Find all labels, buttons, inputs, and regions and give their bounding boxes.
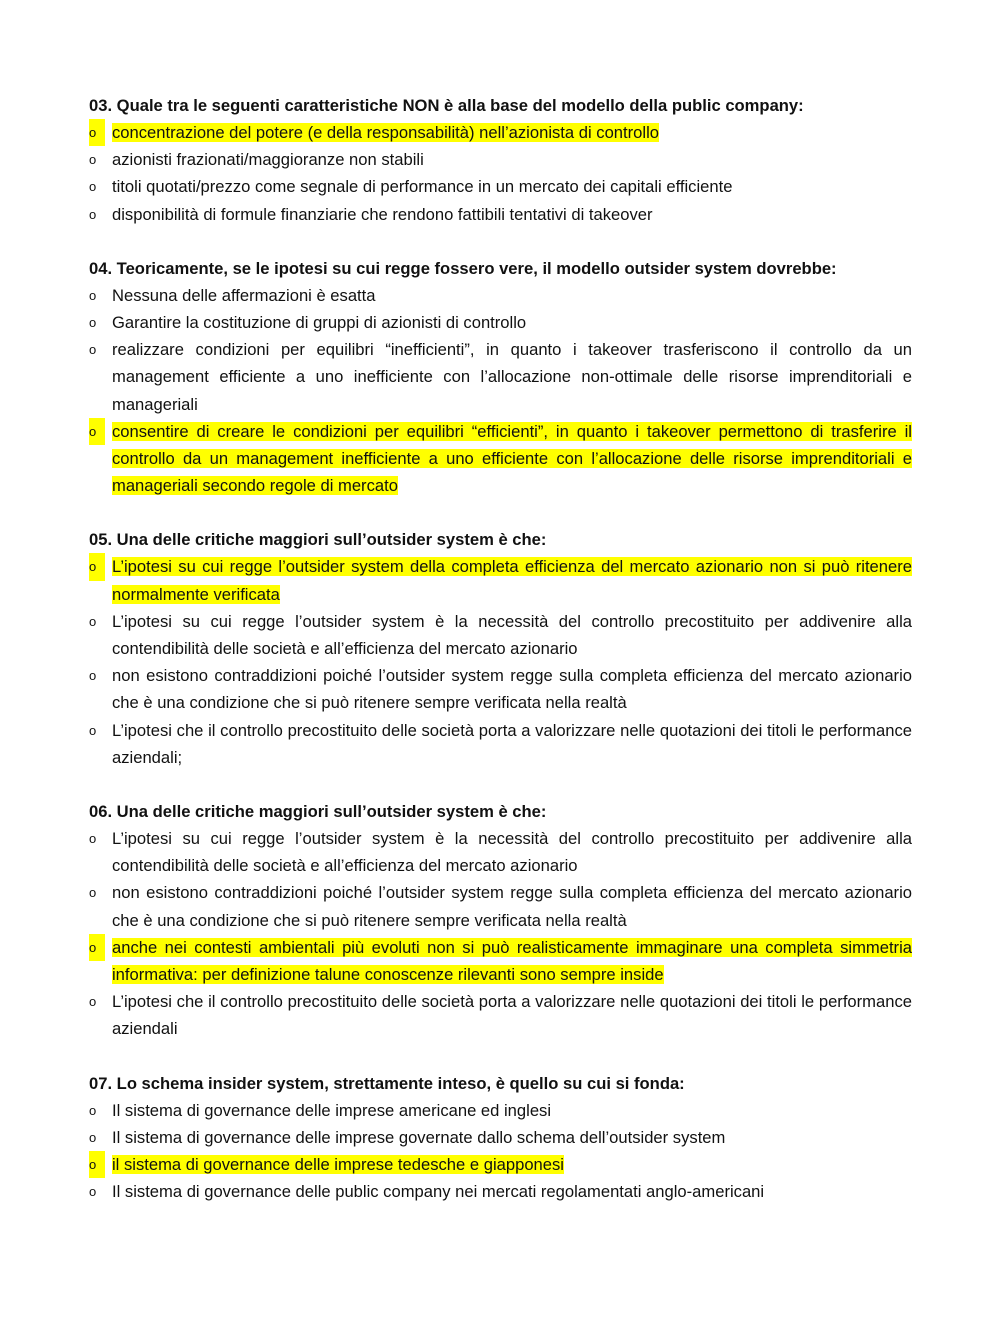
answer-text: L’ipotesi che il controllo precostituito delle società porta a valorizzare nelle quotazioni dei titoli le performance aziendali (112, 992, 912, 1039)
answer-text: azionisti frazionati/maggioranze non stabili (112, 150, 424, 170)
question-07 (89, 1070, 912, 1206)
circle-bullet-icon: o (89, 885, 97, 901)
circle-bullet-icon: o (89, 418, 105, 445)
answer-option (89, 282, 912, 309)
answer-option (89, 146, 912, 173)
document-page (89, 92, 912, 1233)
question-06 (89, 798, 912, 1043)
answer-option (89, 879, 912, 933)
answer-option (89, 201, 912, 228)
answer-option (89, 336, 912, 418)
question-04 (89, 255, 912, 500)
answer-text: concentrazione del potere (e della responsabilità) nell’azionista di controllo (112, 123, 659, 142)
answer-option (89, 608, 912, 662)
answer-option-highlighted (89, 418, 912, 500)
question-title: 03. Quale tra le seguenti caratteristiche NON è alla base del modello della public company: (89, 96, 804, 115)
answer-option (89, 1178, 912, 1205)
circle-bullet-icon: o (89, 1102, 97, 1118)
circle-bullet-icon: o (89, 1151, 105, 1178)
answer-option-highlighted (89, 1151, 912, 1178)
question-title: 05. Una delle critiche maggiori sull’outsider system è che: (89, 530, 547, 550)
circle-bullet-icon: o (89, 553, 105, 580)
circle-bullet-icon: o (89, 315, 97, 331)
answer-text: Il sistema di governance delle imprese americane ed inglesi (112, 1100, 552, 1120)
answer-text: Garantire la costituzione di gruppi di azionisti di controllo (112, 313, 527, 333)
answer-option (89, 309, 912, 336)
answer-option (89, 1124, 912, 1151)
circle-bullet-icon: o (89, 206, 97, 222)
answer-text: non esistono contraddizioni poiché l’outsider system regge sulla completa efficienza del mercato azionario che è una condizione che si può ritenere sempre verificata nella realtà (112, 666, 912, 713)
answer-option (89, 717, 912, 771)
circle-bullet-icon: o (89, 1184, 97, 1200)
answer-text: Il sistema di governance delle imprese governate dallo schema dell’outsider system (112, 1127, 726, 1147)
answer-text: titoli quotati/prezzo come segnale di performance in un mercato dei capitali efficiente (112, 177, 733, 197)
answer-text: realizzare condizioni per equilibri “inefficienti”, in quanto i takeover trasferiscono il controllo da un management efficiente a uno inefficiente con l’allocazione non-ottimale delle risorse imprenditoriali e manageriali (112, 340, 912, 414)
question-title: 07. Lo schema insider system, strettamente inteso, è quello su cui si fonda: (89, 1073, 685, 1093)
answer-text: L’ipotesi su cui regge l’outsider system è la necessità del controllo precostituito per addivenire alla contendibilità delle società e all’efficienza del mercato azionario (112, 611, 912, 659)
circle-bullet-icon: o (89, 934, 105, 961)
answer-text: Il sistema di governance delle public company nei mercati regolamentati anglo-americani (112, 1182, 765, 1202)
answer-text: L’ipotesi su cui regge l’outsider system è la necessità del controllo precostituito per addivenire alla contendibilità delle società e all’efficienza del mercato azionario (112, 829, 912, 876)
answer-text: anche nei contesti ambientali più evoluti non si può realisticamente immaginare una completa simmetria informativa: per definizione talune conoscenze rilevanti sono sempre inside (112, 937, 912, 985)
answer-option (89, 662, 912, 716)
circle-bullet-icon: o (89, 342, 97, 358)
answer-option-highlighted (89, 119, 912, 146)
answer-text: non esistono contraddizioni poiché l’outsider system regge sulla completa efficienza del mercato azionario che è una condizione che si può ritenere sempre verificata nella realtà (112, 883, 912, 930)
circle-bullet-icon: o (89, 287, 97, 303)
question-05 (89, 526, 912, 771)
question-title: 06. Una delle critiche maggiori sull’outsider system è che: (89, 802, 547, 822)
answer-text: il sistema di governance delle imprese tedesche e giapponesi (112, 1155, 564, 1175)
circle-bullet-icon: o (89, 1129, 97, 1145)
answer-option (89, 988, 912, 1042)
circle-bullet-icon: o (89, 613, 97, 629)
answer-text: L’ipotesi su cui regge l’outsider system della completa efficienza del mercato azionario non si può ritenere normalmente verificata (112, 557, 912, 604)
question-03 (89, 92, 912, 228)
answer-option (89, 173, 912, 200)
answer-text: disponibilità di formule finanziarie che rendono fattibili tentativi di takeover (112, 204, 653, 224)
circle-bullet-icon: o (89, 119, 105, 146)
answer-option-highlighted (89, 553, 912, 607)
answer-option-highlighted (89, 934, 912, 988)
circle-bullet-icon: o (89, 722, 97, 738)
circle-bullet-icon: o (89, 668, 97, 684)
circle-bullet-icon: o (89, 179, 97, 195)
answer-option (89, 825, 912, 879)
circle-bullet-icon: o (89, 152, 97, 168)
answer-text: L’ipotesi che il controllo precostituito delle società porta a valorizzare nelle quotazioni dei titoli le performance aziendali; (112, 720, 912, 767)
answer-text: consentire di creare le condizioni per equilibri “efficienti”, in quanto i takeover permettono di trasferire il controllo da un management inefficiente a uno efficiente con l’allocazione delle risorse imprenditoriali e manageriali secondo regole di mercato (112, 421, 912, 496)
question-title: 04. Teoricamente, se le ipotesi su cui regge fossero vere, il modello outsider system dovrebbe: (89, 258, 837, 278)
circle-bullet-icon: o (89, 831, 97, 847)
circle-bullet-icon: o (89, 994, 97, 1010)
answer-option (89, 1097, 912, 1124)
answer-text: Nessuna delle affermazioni è esatta (112, 285, 376, 305)
